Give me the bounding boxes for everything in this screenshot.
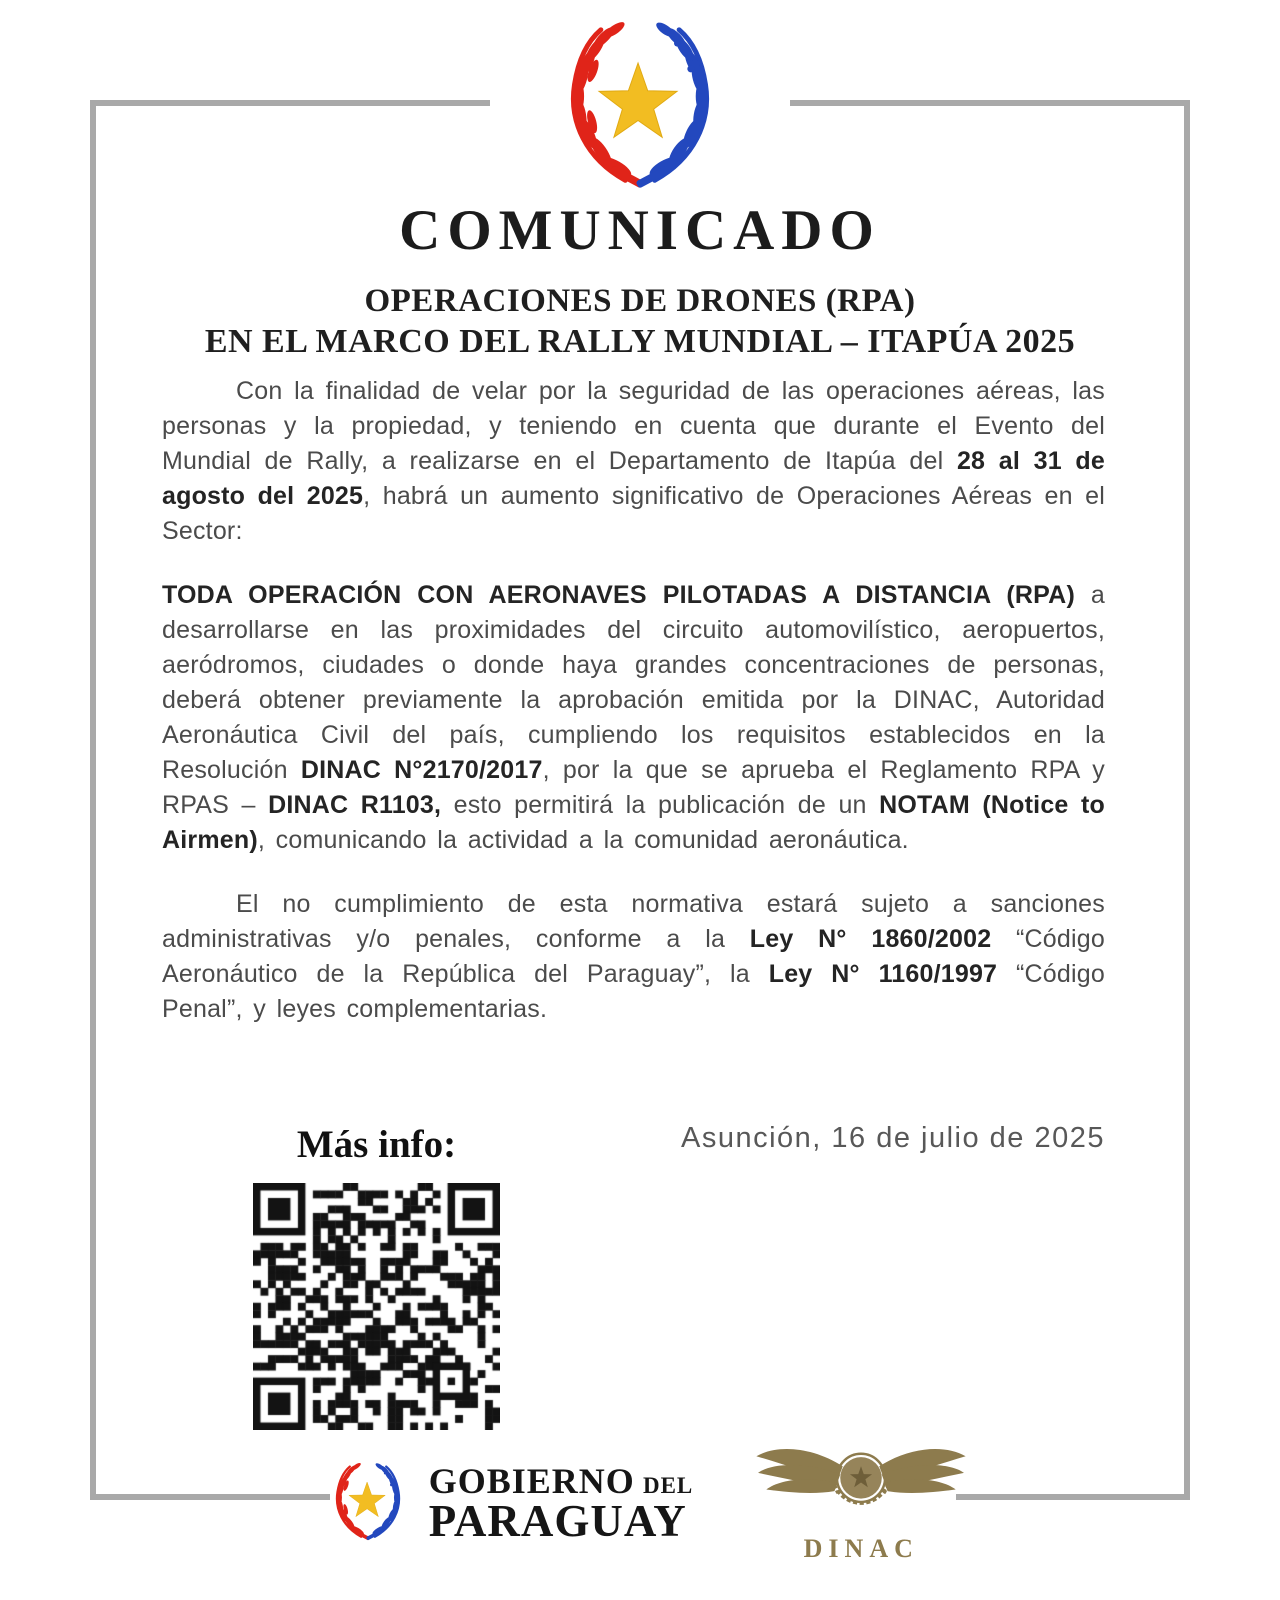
page-title: COMUNICADO — [399, 199, 881, 262]
subtitle-line-2: EN EL MARCO DEL RALLY MUNDIAL – ITAPÚA 2025 — [204, 323, 1076, 360]
dinac-wings-icon — [753, 1443, 969, 1536]
text-segment: El no cumplimiento de esta normativa estará sujeto a sanciones administrativas y/o penales, conforme a la — [162, 890, 1105, 953]
qr-code — [253, 1183, 500, 1430]
paraguay-wreath-star-icon — [521, 20, 759, 196]
gobierno-paraguay-wordmark — [428, 1460, 694, 1546]
footer-logos — [330, 1432, 956, 1574]
dinac-wordmark: DINAC — [803, 1533, 919, 1563]
text-segment: Ley N° 1160/1997 — [768, 960, 998, 988]
text-segment: TODA OPERACIÓN CON AERONAVES PILOTADAS A DISTANCIA (RPA) — [162, 581, 1075, 609]
paragraph-rpa-rules — [162, 578, 1105, 858]
dateline: Asunción, 16 de julio de 2025 — [680, 1122, 1105, 1154]
text-segment: DINAC N°2170/2017 — [300, 756, 543, 784]
text-segment: NOTAM (Notice to Airmen) — [162, 791, 1105, 854]
paragraph-sanctions — [162, 887, 1105, 1027]
text-segment: DINAC R1103, — [268, 791, 442, 819]
text-segment: esto permitirá la publicación de un — [441, 791, 880, 819]
text-segment: , comunicando la actividad a la comunidad aeronáutica. — [257, 826, 909, 854]
paragraph-intro — [162, 374, 1105, 549]
text-segment: , por la que se aprueba el Reglamento RPA y RPAS – — [162, 756, 1105, 819]
more-info-label: Más info: — [296, 1123, 457, 1166]
text-segment: 28 al 31 de agosto del 2025 — [162, 447, 1105, 510]
text-segment: Con la finalidad de velar por la seguridad de las operaciones aéreas, las personas y la propiedad, y teniendo en cuenta que durante el Evento del Mundial de Rally, a realizarse en el Departamento de Itapúa del — [162, 377, 1105, 475]
gobierno-line: GOBIERNO DEL — [428, 1460, 694, 1501]
text-segment: “Código Aeronáutico de la República del Paraguay”, la — [162, 925, 1105, 988]
gobierno-paraguay-logo — [317, 1462, 694, 1544]
subtitle-line-1: OPERACIONES DE DRONES (RPA) — [364, 283, 916, 319]
text-segment: a desarrollarse en las proximidades del circuito automovilístico, aeropuertos, aeródromos, ciudades o donde haya grandes concentraciones de personas, deberá obtener previamente la aprobación emitida por la DINAC, Autoridad Aeronáutica Civil del país, cumpliendo los requisitos establecidos en la Resolución — [162, 581, 1105, 784]
text-segment: , habrá un aumento significativo de Operaciones Aéreas en el Sector: — [162, 482, 1106, 545]
paraguay-emblem-icon — [490, 16, 790, 200]
paraguay-line: PARAGUAY — [428, 1495, 687, 1546]
dinac-logo — [753, 1443, 969, 1564]
paraguay-wreath-star-icon — [317, 1462, 419, 1544]
body-text — [162, 374, 1105, 1056]
text-segment: “Código Penal”, y leyes complementarias. — [162, 960, 1105, 1023]
text-segment: Ley N° 1860/2002 — [749, 925, 992, 953]
